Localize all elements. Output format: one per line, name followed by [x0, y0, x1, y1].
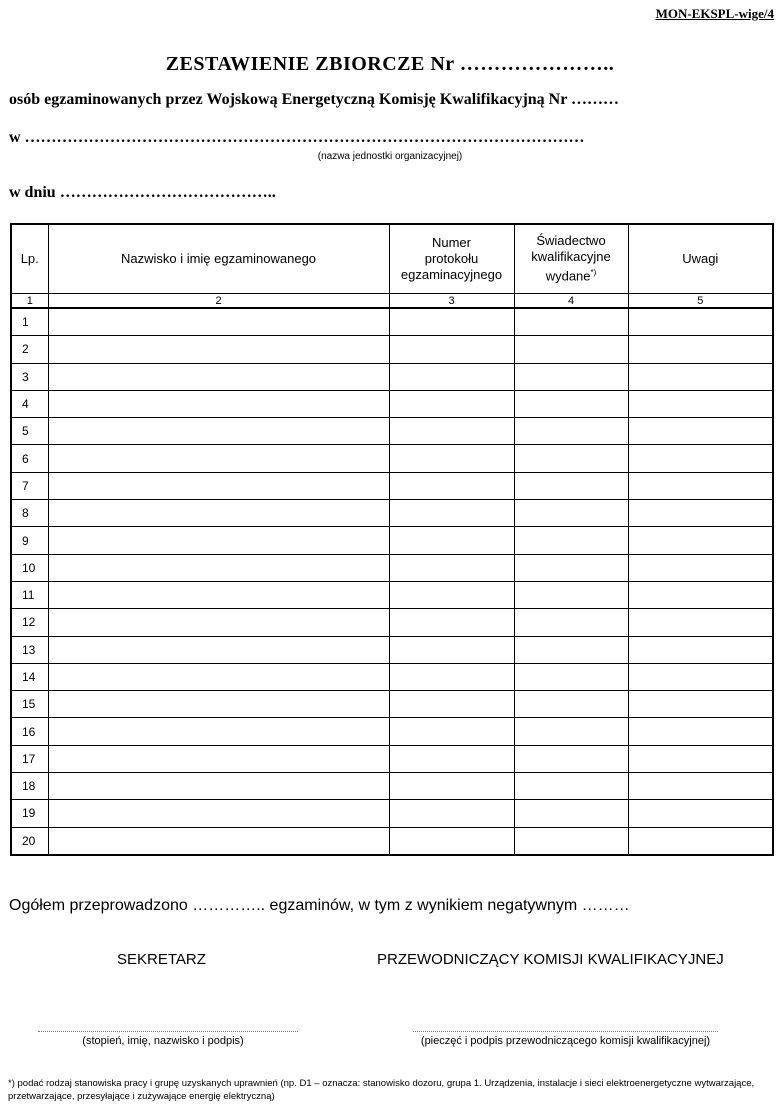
unit-caption: (nazwa jednostki organizacyjnej)	[317, 151, 463, 162]
protocol-cell[interactable]	[389, 745, 514, 772]
header-protocol-line3: egzaminacyjnego	[400, 267, 503, 282]
row-number: 7	[11, 472, 48, 499]
name-cell[interactable]	[48, 691, 389, 718]
header-notes: Uwagi	[628, 224, 773, 294]
certificate-cell[interactable]	[514, 445, 628, 472]
unit-line: w ……………………………………………………………………………………………	[9, 129, 585, 146]
summary-line: Ogółem przeprowadzono ………….. egzaminów, w tym z wynikiem negatywnym ………	[9, 897, 630, 914]
name-cell[interactable]	[48, 663, 389, 690]
certificate-cell[interactable]	[514, 773, 628, 800]
column-number: 2	[48, 294, 389, 309]
table-row	[11, 718, 773, 745]
table-row	[11, 745, 773, 772]
secretary-caption: (stopień, imię, nazwisko i podpis)	[82, 1035, 244, 1047]
table-row	[11, 418, 773, 445]
row-number: 15	[11, 691, 48, 718]
certificate-cell[interactable]	[514, 418, 628, 445]
certificate-cell[interactable]	[514, 363, 628, 390]
examinees-table	[10, 223, 774, 856]
protocol-cell[interactable]	[389, 773, 514, 800]
notes-cell[interactable]	[628, 363, 773, 390]
table-row	[11, 800, 773, 827]
table-header-row	[11, 224, 773, 294]
name-cell[interactable]	[48, 554, 389, 581]
table-row	[11, 581, 773, 608]
notes-cell[interactable]	[628, 336, 773, 363]
header-protocol-line1: Numer	[431, 235, 471, 250]
protocol-cell[interactable]	[389, 363, 514, 390]
protocol-cell[interactable]	[389, 308, 514, 336]
table-row	[11, 472, 773, 499]
protocol-cell[interactable]	[389, 554, 514, 581]
protocol-cell[interactable]	[389, 691, 514, 718]
row-number: 18	[11, 773, 48, 800]
name-cell[interactable]	[48, 308, 389, 336]
certificate-cell[interactable]	[514, 745, 628, 772]
table-row	[11, 773, 773, 800]
row-number: 2	[11, 336, 48, 363]
notes-cell[interactable]	[628, 773, 773, 800]
notes-cell[interactable]	[628, 745, 773, 772]
name-cell[interactable]	[48, 609, 389, 636]
protocol-cell[interactable]	[389, 663, 514, 690]
row-number: 19	[11, 800, 48, 827]
notes-cell[interactable]	[628, 636, 773, 663]
notes-cell[interactable]	[628, 800, 773, 827]
document-subtitle: osób egzaminowanych przez Wojskową Energetyczną Komisję Kwalifikacyjną Nr ………	[9, 91, 620, 108]
header-certificate-line2: kwalifikacyjne	[531, 249, 611, 265]
row-number: 20	[11, 827, 48, 855]
header-name: Nazwisko i imię egzaminowanego	[48, 224, 389, 294]
protocol-cell[interactable]	[389, 336, 514, 363]
protocol-cell[interactable]	[389, 581, 514, 608]
certificate-cell[interactable]	[514, 636, 628, 663]
header-protocol	[389, 224, 514, 294]
notes-cell[interactable]	[628, 445, 773, 472]
row-number: 16	[11, 718, 48, 745]
row-number: 11	[11, 581, 48, 608]
name-cell[interactable]	[48, 390, 389, 417]
name-cell[interactable]	[48, 636, 389, 663]
certificate-cell[interactable]	[514, 718, 628, 745]
chairman-caption: (pieczęć i podpis przewodniczącego komisji kwalifikacyjnej)	[420, 1035, 711, 1047]
header-lp: Lp.	[11, 224, 48, 294]
row-number: 9	[11, 527, 48, 554]
certificate-cell[interactable]	[514, 581, 628, 608]
row-number: 5	[11, 418, 48, 445]
row-number: 10	[11, 554, 48, 581]
protocol-cell[interactable]	[389, 800, 514, 827]
certificate-cell[interactable]	[514, 527, 628, 554]
name-cell[interactable]	[48, 581, 389, 608]
date-line: w dniu …………………………………..	[9, 184, 276, 201]
secretary-signature-line	[38, 1031, 298, 1032]
table-row	[11, 308, 773, 336]
notes-cell[interactable]	[628, 527, 773, 554]
protocol-cell[interactable]	[389, 472, 514, 499]
table-row	[11, 609, 773, 636]
secretary-label: SEKRETARZ	[117, 951, 206, 968]
certificate-cell[interactable]	[514, 554, 628, 581]
notes-cell[interactable]	[628, 609, 773, 636]
row-number: 4	[11, 390, 48, 417]
table-row	[11, 500, 773, 527]
column-number-row	[11, 294, 773, 309]
table-row	[11, 663, 773, 690]
protocol-cell[interactable]	[389, 527, 514, 554]
chairman-signature-line	[413, 1031, 718, 1032]
column-number: 4	[514, 294, 628, 309]
notes-cell[interactable]	[628, 390, 773, 417]
chairman-label: PRZEWODNICZĄCY KOMISJI KWALIFIKACYJNEJ	[377, 951, 724, 968]
footnote-mark: *)	[590, 268, 597, 278]
name-cell[interactable]	[48, 500, 389, 527]
certificate-cell[interactable]	[514, 800, 628, 827]
protocol-cell[interactable]	[389, 636, 514, 663]
certificate-cell[interactable]	[514, 609, 628, 636]
row-number: 1	[11, 308, 48, 336]
protocol-cell[interactable]	[389, 500, 514, 527]
certificate-cell[interactable]	[514, 308, 628, 336]
certificate-cell[interactable]	[514, 336, 628, 363]
notes-cell[interactable]	[628, 554, 773, 581]
notes-cell[interactable]	[628, 691, 773, 718]
certificate-cell[interactable]	[514, 472, 628, 499]
name-cell[interactable]	[48, 363, 389, 390]
name-cell[interactable]	[48, 336, 389, 363]
footnote: *) podać rodzaj stanowiska pracy i grupę uzyskanych uprawnień (np. D1 – oznacza: stanowisko dozoru, grupa 1. Urządzenia, instalacje i sieci elektroenergetyczne wytwarzające, przetwarzające, przesyłające i zużywające energię elektryczną)	[8, 1078, 755, 1102]
name-cell[interactable]	[48, 718, 389, 745]
table-row	[11, 336, 773, 363]
row-number: 8	[11, 500, 48, 527]
notes-cell[interactable]	[628, 718, 773, 745]
form-code: MON-EKSPL-wige/4	[655, 6, 774, 21]
row-number: 12	[11, 609, 48, 636]
row-number: 17	[11, 745, 48, 772]
table-row	[11, 691, 773, 718]
name-cell[interactable]	[48, 472, 389, 499]
protocol-cell[interactable]	[389, 609, 514, 636]
table-row	[11, 554, 773, 581]
protocol-cell[interactable]	[389, 418, 514, 445]
table-row	[11, 390, 773, 417]
name-cell[interactable]	[48, 800, 389, 827]
certificate-cell[interactable]	[514, 390, 628, 417]
name-cell[interactable]	[48, 745, 389, 772]
notes-cell[interactable]	[628, 308, 773, 336]
column-number: 3	[389, 294, 514, 309]
header-protocol-line2: protokołu	[424, 251, 479, 266]
certificate-cell[interactable]	[514, 500, 628, 527]
header-certificate-line1: Świadectwo	[536, 233, 606, 249]
protocol-cell[interactable]	[389, 445, 514, 472]
name-cell[interactable]	[48, 418, 389, 445]
notes-cell[interactable]	[628, 418, 773, 445]
name-cell[interactable]	[48, 827, 389, 855]
notes-cell[interactable]	[628, 827, 773, 855]
column-number: 5	[628, 294, 773, 309]
certificate-cell[interactable]	[514, 827, 628, 855]
name-cell[interactable]	[48, 773, 389, 800]
protocol-cell[interactable]	[389, 718, 514, 745]
row-number: 14	[11, 663, 48, 690]
notes-cell[interactable]	[628, 472, 773, 499]
row-number: 6	[11, 445, 48, 472]
row-number: 13	[11, 636, 48, 663]
certificate-cell[interactable]	[514, 663, 628, 690]
name-cell[interactable]	[48, 445, 389, 472]
certificate-cell[interactable]	[514, 691, 628, 718]
table-row	[11, 636, 773, 663]
header-certificate-line3: wydane	[545, 268, 591, 284]
notes-cell[interactable]	[628, 500, 773, 527]
table-row	[11, 445, 773, 472]
document-title: ZESTAWIENIE ZBIORCZE Nr …………………..	[165, 53, 615, 75]
protocol-cell[interactable]	[389, 390, 514, 417]
protocol-cell[interactable]	[389, 827, 514, 855]
table-row	[11, 363, 773, 390]
notes-cell[interactable]	[628, 581, 773, 608]
column-number: 1	[11, 294, 48, 309]
notes-cell[interactable]	[628, 663, 773, 690]
row-number: 3	[11, 363, 48, 390]
name-cell[interactable]	[48, 527, 389, 554]
header-certificate	[514, 224, 628, 294]
table-row	[11, 827, 773, 855]
table-row	[11, 527, 773, 554]
